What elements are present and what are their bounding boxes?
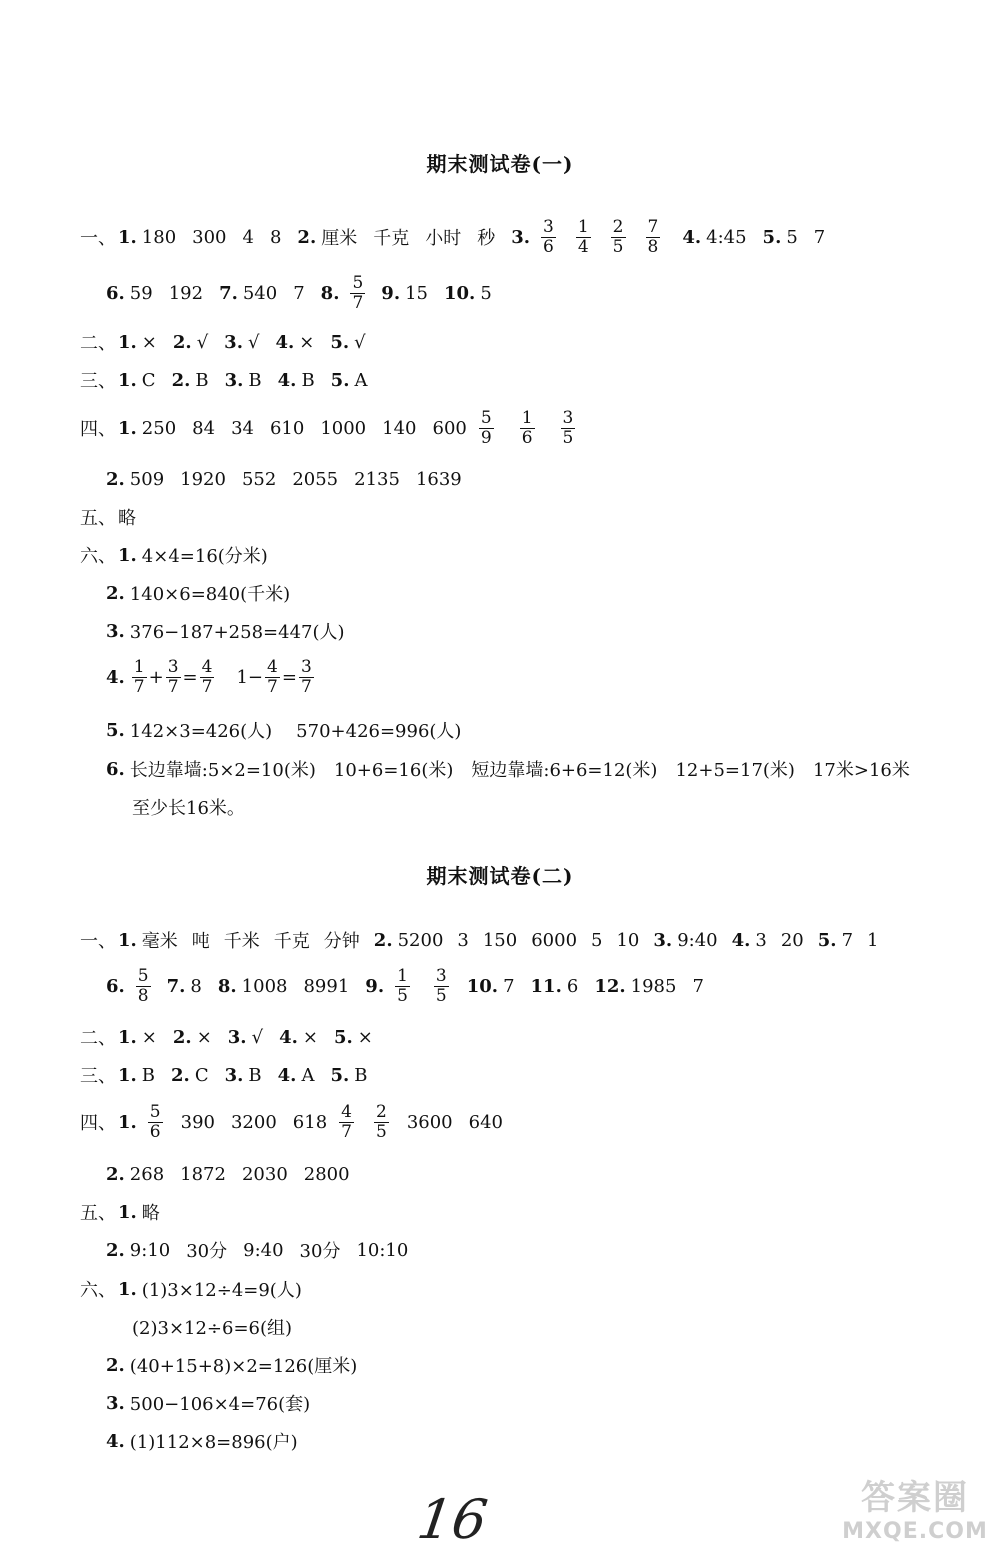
- question-number: 1.: [118, 1064, 137, 1086]
- question-number: 12.: [594, 975, 626, 997]
- answer: 略: [141, 1203, 160, 1224]
- operator: 1−: [236, 666, 264, 688]
- question-number: 1.: [118, 544, 137, 566]
- question-number: 7.: [219, 282, 238, 304]
- question-number: 5.: [330, 1064, 350, 1086]
- answer: 4:45: [706, 226, 747, 248]
- exam2-section6-row1: [80, 1277, 302, 1301]
- answer: √: [247, 331, 260, 353]
- section-marker: 三、: [80, 371, 116, 392]
- exam2-section1-row2: [106, 966, 720, 1006]
- answer: 毫米: [141, 931, 178, 952]
- answer: 192: [168, 282, 204, 304]
- answer: 500−106×4=76(套): [129, 1394, 311, 1415]
- question-number: 2.: [106, 1239, 125, 1261]
- question-number: 2.: [172, 1026, 192, 1048]
- answer: 140×6=840(千米): [129, 584, 291, 605]
- exam1-section6-row4: [106, 657, 316, 697]
- answer: ×: [141, 331, 157, 353]
- answer: 140: [382, 417, 417, 439]
- answer: A: [354, 369, 368, 391]
- answer: 千克: [373, 228, 410, 249]
- answer: 8: [190, 975, 202, 997]
- answer: 2135: [354, 468, 400, 490]
- question-number: 4.: [279, 1026, 298, 1048]
- question-number: 9.: [381, 282, 401, 304]
- section-marker: 四、: [80, 1113, 116, 1134]
- page-number: 16: [413, 1488, 492, 1551]
- exam1-section5: [80, 505, 136, 529]
- answer: 570+426=996(人): [296, 721, 462, 742]
- answer: 6000: [531, 929, 578, 951]
- answer: √: [196, 331, 209, 353]
- fraction: $\frac{3}{7}$: [300, 656, 312, 697]
- question-number: 6.: [106, 758, 125, 780]
- answer: 3: [755, 929, 767, 951]
- answer: 9:40: [677, 929, 718, 951]
- question-number: 9.: [365, 975, 385, 997]
- answer: 1: [867, 929, 879, 951]
- section-marker: 五、: [80, 508, 116, 529]
- answer: 7: [503, 975, 515, 997]
- question-number: 2.: [106, 468, 125, 490]
- answer: 20: [780, 929, 804, 951]
- watermark-logo: [840, 1470, 990, 1544]
- answer: (40+15+8)×2=126(厘米): [129, 1356, 358, 1377]
- exam2-section6-row3: [106, 1353, 357, 1377]
- fraction: $\frac{2}{5}$: [375, 1101, 387, 1142]
- question-number: 8.: [320, 282, 340, 304]
- question-number: 2.: [172, 331, 192, 353]
- exam1-section3: [80, 368, 383, 392]
- answer: 分钟: [323, 931, 360, 952]
- fraction: $\frac{7}{8}$: [647, 216, 659, 257]
- answer: 150: [482, 929, 518, 951]
- answer: 7: [692, 975, 704, 997]
- answer: 3600: [406, 1111, 453, 1133]
- exam2-section5-row2: [106, 1238, 424, 1262]
- question-number: 5.: [106, 719, 125, 741]
- question-number: 7.: [166, 975, 186, 997]
- exam2-section3: [80, 1063, 383, 1087]
- exam1-section6-row7: [132, 795, 245, 819]
- question-number: 2.: [171, 1064, 190, 1086]
- exam2-section6-row4: [106, 1391, 310, 1415]
- question-number: 1.: [118, 1111, 137, 1133]
- question-number: 5.: [333, 1026, 353, 1048]
- section-marker: 六、: [80, 1280, 116, 1301]
- answer: ×: [357, 1026, 373, 1048]
- exam2-section1-row1: [80, 928, 878, 952]
- answer: 4×4=16(分米): [141, 546, 268, 567]
- question-number: 4.: [277, 1064, 297, 1086]
- fraction: $\frac{5}{7}$: [352, 272, 364, 313]
- question-number: 4.: [731, 929, 751, 951]
- section-marker: 二、: [80, 333, 116, 354]
- answer: 10: [616, 929, 640, 951]
- answer: 2055: [292, 468, 339, 490]
- question-number: 1.: [118, 1201, 137, 1223]
- answer: 4: [242, 226, 254, 248]
- answer: 509: [129, 468, 165, 490]
- answer: B: [354, 1064, 368, 1086]
- question-number: 6.: [106, 282, 125, 304]
- answer: 142×3=426(人): [129, 721, 273, 742]
- answer: 10:10: [356, 1239, 409, 1261]
- question-number: 8.: [217, 975, 237, 997]
- question-number: 5.: [330, 369, 350, 391]
- question-number: 2.: [171, 369, 191, 391]
- exam2-title: 期末测试卷(二): [426, 864, 574, 888]
- section-marker: 二、: [80, 1028, 116, 1049]
- question-number: 2.: [106, 1163, 125, 1185]
- question-number: 2.: [106, 582, 125, 604]
- answer: 180: [141, 226, 177, 248]
- section-marker: 四、: [80, 419, 116, 440]
- answer: 2800: [303, 1163, 350, 1185]
- answer: 1985: [630, 975, 677, 997]
- section-marker: 一、: [80, 228, 116, 249]
- answer: 7: [813, 226, 826, 248]
- exam2-section5-row1: [80, 1200, 160, 1224]
- fraction: $\frac{1}{4}$: [577, 216, 589, 257]
- answer: 1872: [180, 1163, 226, 1185]
- answer: 9:10: [129, 1239, 171, 1261]
- question-number: 1.: [118, 1026, 137, 1048]
- answer: 376−187+258=447(人): [129, 622, 345, 643]
- fraction: $\frac{2}{5}$: [612, 216, 624, 257]
- question-number: 1.: [118, 331, 137, 353]
- answer: 1639: [415, 468, 462, 490]
- section-marker: 三、: [80, 1066, 116, 1087]
- answer: 6: [566, 975, 579, 997]
- operator: =: [182, 666, 198, 688]
- question-number: 4.: [277, 369, 297, 391]
- answer: 至少长16米。: [132, 798, 245, 819]
- question-number: 5.: [762, 226, 782, 248]
- answer: 略: [118, 508, 136, 529]
- answer: (1)3×12÷4=9(人): [141, 1280, 302, 1301]
- question-number: 3.: [106, 1392, 125, 1414]
- answer: ×: [141, 1026, 157, 1048]
- answer: C: [141, 369, 156, 391]
- exam1-section6-row3: [106, 619, 345, 643]
- answer: 10+6=16(米): [333, 760, 454, 781]
- question-number: 6.: [106, 975, 125, 997]
- operator: =: [281, 666, 297, 688]
- watermark-url: MXQE.COM: [842, 1519, 988, 1544]
- answer: 250: [141, 417, 177, 439]
- fraction: $\frac{1}{6}$: [521, 407, 533, 448]
- answer: 84: [192, 417, 216, 439]
- answer: 小时: [425, 228, 462, 249]
- answer: 552: [241, 468, 277, 490]
- answer: ×: [196, 1026, 212, 1048]
- question-number: 10.: [444, 282, 476, 304]
- exam2-section6-row2: [132, 1315, 292, 1339]
- exam1-section1-row1: [80, 216, 841, 257]
- answer: B: [248, 369, 262, 391]
- answer: 千克: [273, 931, 310, 952]
- answer: 7: [293, 282, 305, 304]
- answer: B: [195, 369, 209, 391]
- answer: 长边靠墙:5×2=10(米): [129, 760, 316, 781]
- question-number: 1.: [118, 929, 137, 951]
- answer: 7: [841, 929, 854, 951]
- answer: √: [251, 1026, 264, 1048]
- answer: 2030: [241, 1163, 288, 1185]
- question-number: 2.: [373, 929, 393, 951]
- fraction: $\frac{5}{9}$: [480, 407, 492, 448]
- exam1-section4-row1: [80, 408, 581, 448]
- answer: ×: [299, 331, 315, 353]
- answer: 5200: [397, 929, 444, 951]
- answer: 5: [591, 929, 603, 951]
- question-number: 2.: [106, 1354, 125, 1376]
- answer: 1000: [320, 417, 367, 439]
- answer: 3: [457, 929, 469, 951]
- answer: 5: [480, 282, 492, 304]
- exam2-section4-row1: [80, 1102, 519, 1142]
- answer: 34: [231, 417, 254, 439]
- answer: 1008: [241, 975, 288, 997]
- answer: 吨: [191, 931, 210, 952]
- question-number: 3.: [224, 331, 243, 353]
- question-number: 4.: [275, 331, 295, 353]
- answer: 300: [192, 226, 227, 248]
- question-number: 4.: [106, 1430, 125, 1452]
- answer: 30分: [186, 1241, 228, 1262]
- fraction: $\frac{3}{5}$: [435, 965, 447, 1006]
- fraction: $\frac{5}{8}$: [137, 965, 149, 1006]
- question-number: 1.: [118, 369, 137, 391]
- answer: 8991: [303, 975, 350, 997]
- answer: 12+5=17(米): [675, 760, 795, 781]
- fraction: $\frac{4}{7}$: [341, 1101, 352, 1142]
- exam1-section6-row6: [106, 757, 910, 781]
- question-number: 5.: [817, 929, 837, 951]
- fraction: $\frac{3}{5}$: [562, 407, 574, 448]
- exam1-section1-row2: [106, 272, 508, 313]
- fraction: $\frac{1}{5}$: [397, 965, 408, 1006]
- question-number: 3.: [224, 369, 244, 391]
- question-number: 5.: [330, 331, 350, 353]
- answer: B: [301, 369, 315, 391]
- answer: 268: [129, 1163, 165, 1185]
- fraction: $\frac{4}{7}$: [267, 656, 278, 697]
- answer: 厘米: [321, 228, 358, 249]
- exam1-section4-row2: [106, 467, 478, 491]
- answer: ×: [302, 1026, 318, 1048]
- answer: 17米>16米: [812, 760, 910, 781]
- answer: 540: [242, 282, 278, 304]
- answer: 15: [405, 282, 428, 304]
- answer: 30分: [299, 1241, 341, 1262]
- exam1-section6-row5: [106, 718, 477, 742]
- fraction: $\frac{3}{6}$: [543, 216, 554, 257]
- question-number: 2.: [297, 226, 317, 248]
- answer: 640: [468, 1111, 503, 1133]
- question-number: 3.: [511, 226, 531, 248]
- answer: 1920: [180, 468, 226, 490]
- answer: (2)3×12÷6=6(组): [132, 1318, 293, 1339]
- section-marker: 六、: [80, 546, 116, 567]
- answer: 5: [786, 226, 798, 248]
- exam1-section2: [80, 330, 382, 354]
- exam2-section2: [80, 1025, 389, 1049]
- section-marker: 一、: [80, 931, 116, 952]
- question-number: 4.: [106, 666, 125, 688]
- answer: B: [248, 1064, 262, 1086]
- question-number: 3.: [106, 620, 125, 642]
- fraction: $\frac{3}{7}$: [167, 656, 179, 697]
- fraction: $\frac{1}{7}$: [133, 656, 145, 697]
- answer: 390: [180, 1111, 215, 1133]
- question-number: 10.: [466, 975, 499, 997]
- exam2-section6-row5: [106, 1429, 298, 1453]
- question-number: 1.: [118, 1278, 137, 1300]
- answer: C: [194, 1064, 209, 1086]
- answer: √: [354, 331, 366, 353]
- watermark-text: 答案圈: [861, 1478, 969, 1518]
- exam2-section4-row2: [106, 1162, 366, 1186]
- section-marker: 五、: [80, 1203, 116, 1224]
- question-number: 4.: [682, 226, 702, 248]
- answer: 9:40: [243, 1239, 284, 1261]
- answer: 59: [129, 282, 153, 304]
- answer: 千米: [223, 931, 260, 952]
- exam1-title: 期末测试卷(一): [426, 152, 574, 176]
- answer: 618: [292, 1111, 328, 1133]
- fraction: $\frac{5}{6}$: [149, 1101, 161, 1142]
- operator: +: [148, 666, 164, 688]
- answer: 610: [269, 417, 305, 439]
- exam1-section6-row2: [106, 581, 290, 605]
- answer: 短边靠墙:6+6=12(米): [471, 760, 658, 781]
- question-number: 3.: [224, 1064, 244, 1086]
- answer: B: [141, 1064, 156, 1086]
- question-number: 3.: [227, 1026, 247, 1048]
- answer: A: [301, 1064, 315, 1086]
- question-number: 1.: [118, 417, 137, 439]
- question-number: 3.: [653, 929, 673, 951]
- question-number: 11.: [530, 975, 562, 997]
- answer: 秒: [477, 228, 496, 249]
- answer: 8: [269, 226, 282, 248]
- answer: 3200: [230, 1111, 277, 1133]
- answer: (1)112×8=896(户): [129, 1432, 298, 1453]
- exam1-section6-row1: [80, 543, 268, 567]
- answer: 600: [432, 417, 467, 439]
- question-number: 1.: [118, 226, 137, 248]
- fraction: $\frac{4}{7}$: [201, 656, 213, 697]
